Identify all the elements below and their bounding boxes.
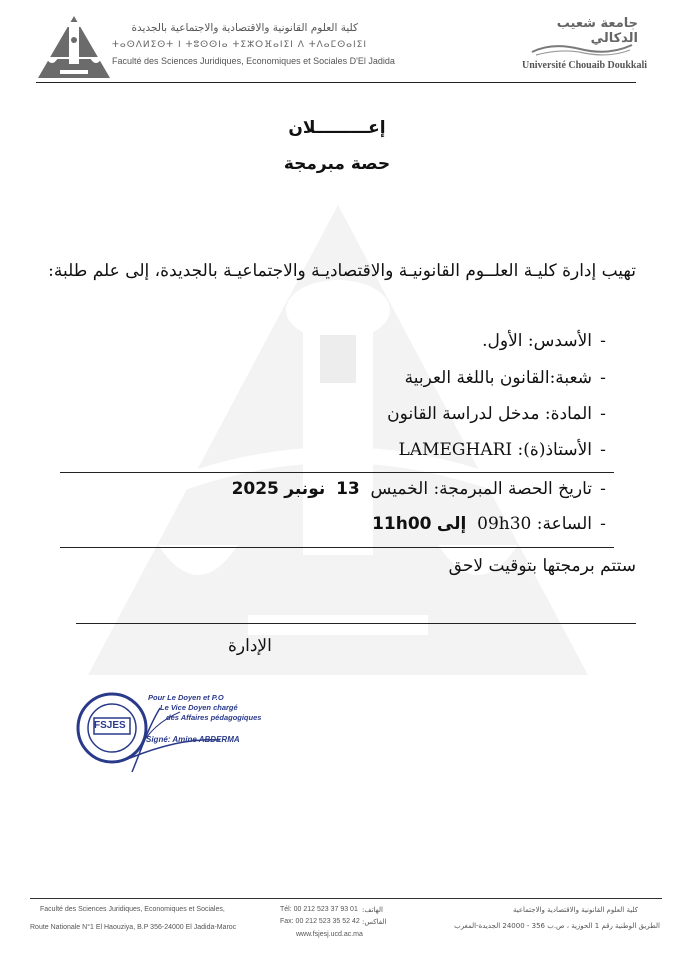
header-divider (36, 82, 636, 83)
date-label: تاريخ الحصة المبرمجة: الخميس (370, 479, 592, 499)
faculty-name-arabic: كلية العلوم القانونية والاقتصادية والاجتماعية بالجديدة (131, 22, 358, 34)
university-name-french: Université Chouaib Doukkali (522, 60, 648, 71)
footer-fax-ar: الفاكس: (362, 918, 387, 926)
footer-tel-ar: الهاتف: (362, 906, 383, 914)
university-name-arabic: جامعة شعيب الدكالي (556, 16, 638, 46)
list-item-track: -شعبة:القانون باللغة العربية (404, 368, 606, 388)
stamp-signature: Signé: Amine ABDERMA (146, 735, 240, 744)
stamp-line-2: Le Vice Doyen chargé (160, 703, 238, 712)
signature-divider (76, 623, 636, 624)
semester-text: الأسدس: الأول. (482, 331, 592, 351)
list-item-subject: -المادة: مدخل لدراسة القانون (387, 404, 606, 424)
time-bottom-divider (60, 547, 614, 548)
faculty-name-french: Faculté des Sciences Juridiques, Economiques et Sociales D'El Jadida (112, 56, 395, 66)
stamp-seal-text: FSJES (94, 720, 126, 731)
list-item-professor: -الأستاذ(ة): LAMEGHARI (398, 440, 606, 460)
time-to-word: إلى (436, 514, 467, 534)
date-year: 2025 (231, 479, 279, 499)
footer-website: www.fsjesj.ucd.ac.ma (296, 931, 363, 938)
footer-address-line-1: Faculté des Sciences Juridiques, Economiques et Sociales, (40, 906, 225, 913)
footer-divider (30, 898, 662, 899)
time-to: 11h00 (372, 514, 432, 534)
track-text: شعبة:القانون باللغة العربية (404, 368, 592, 388)
stamp-line-1: Pour Le Doyen et P.O (148, 693, 224, 702)
list-item-semester: -الأسدس: الأول. (482, 331, 606, 351)
faculty-logo (36, 14, 112, 80)
university-logo-mark (522, 40, 638, 58)
professor-name: LAMEGHARI (398, 440, 513, 460)
list-item-time: -الساعة: 09h30 إلى 11h00 (372, 514, 606, 534)
footer-arabic-line-2: الطريق الوطنية رقم 1 الحوزية ، ص.ب 356 - 24000 الجديدة-المغرب (454, 922, 660, 930)
date-month: نونبر (284, 479, 326, 499)
administration-signature: الإدارة (228, 636, 272, 656)
time-label: الساعة: (536, 514, 592, 534)
intro-paragraph: تهيب إدارة كليـة العلــوم القانونيـة والاقتصاديـة والاجتماعيـة بالجديدة، إلى علم طلبة: (48, 261, 636, 281)
time-from: 09h30 (477, 514, 532, 534)
subject-text: المادة: مدخل لدراسة القانون (387, 404, 592, 424)
footer-tel: Tél: 00 212 523 37 93 01 (280, 906, 358, 913)
date-day: 13 (336, 479, 360, 499)
announcement-title: إعـــــــــلان (288, 118, 386, 138)
faculty-name-tifinagh: ⵜⴰⵙⴷⵍⵉⵙⵜ ⵏ ⵜⵓⵙⵙⵏⴰ ⵜⵉⵣⵔⴼⴰⵏⵉⵏ ⴷ ⵜⴷⴰⵎⵙⴰⵏⵉⵏ (112, 40, 367, 50)
list-item-date: -تاريخ الحصة المبرمجة: الخميس 13 نونبر 2025 (231, 479, 606, 499)
date-top-divider (60, 472, 614, 473)
footer-arabic-line-1: كلية العلوم القانونية والاقتصادية والاجتماعية (512, 906, 638, 914)
footer-address-line-2: Route Nationale N°1 El Haouziya, B.P 356-24000 El Jadida-Maroc (30, 924, 237, 931)
later-schedule-note: ستتم برمجتها بتوقيت لاحق (448, 556, 636, 576)
professor-label: الأستاذ(ة): (517, 440, 592, 460)
footer-fax: Fax: 00 212 523 35 52 42 (280, 918, 360, 925)
announcement-subtitle: حصة مبرمجة (283, 154, 391, 174)
stamp-line-3: des Affaires pédagogiques (166, 713, 262, 722)
